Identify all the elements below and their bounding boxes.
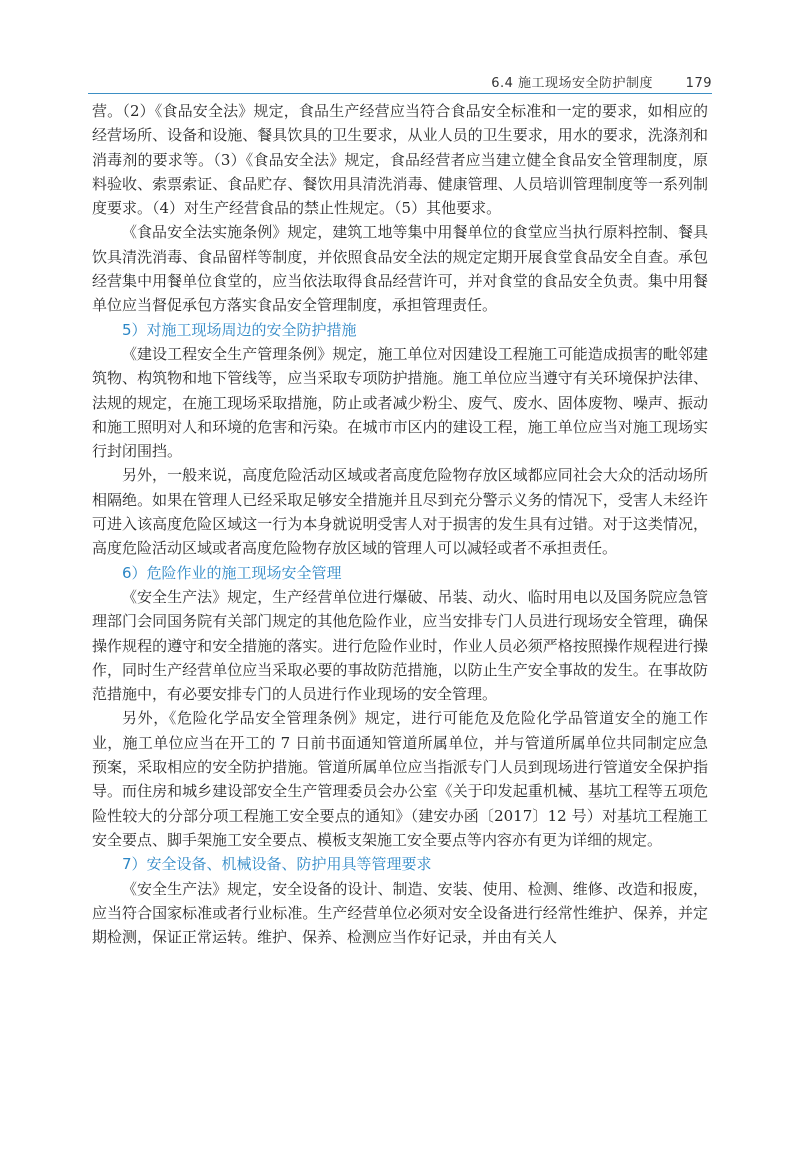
paragraph: 营。（2）《食品安全法》规定，食品生产经营应当符合食品安全标准和一定的要求，如相应的经营场所、设备和设施、餐具饮具的卫生要求，从业人员的卫生要求，用水的要求，洗涤剂和消毒剂的要求等。（3）《食品安全法》规定，食品经营者应当建立健全食品安全管理制度，原料验收、索票索证、食品贮存、餐饮用具清洗消毒、健康管理、人员培训管理制度等一系列制度要求。（4）对生产经营食品的禁止性规定。（5）其他要求。 <box>92 102 708 218</box>
subsection-heading: 6）危险作业的施工现场安全管理 <box>122 563 342 582</box>
paragraph: 另外，一般来说，高度危险活动区域或者高度危险物存放区域都应同社会大众的活动场所相隔绝。如果在管理人已经采取足够安全措施并且尽到充分警示义务的情况下，受害人未经许可进入该高度危险区域这一行为本身就说明受害人对于损害的发生具有过错。对于这类情况，高度危险活动区域或者高度危险物存放区域的管理人可以减轻或者不承担责任。 <box>92 466 708 558</box>
page-number: 179 <box>685 76 712 91</box>
header-rule <box>88 93 712 94</box>
subsection-heading: 5）对施工现场周边的安全防护措施 <box>122 320 357 339</box>
paragraph: 《食品安全法实施条例》规定，建筑工地等集中用餐单位的食堂应当执行原料控制、餐具饮具清洗消毒、食品留样等制度，并依照食品安全法的规定定期开展食堂食品安全自查。承包经营集中用餐单位食堂的，应当依法取得食品经营许可，并对食堂的食品安全负责。集中用餐单位应当督促承包方落实食品安全管理制度，承担管理责任。 <box>92 223 708 315</box>
paragraph: 《建设工程安全生产管理条例》规定，施工单位对因建设工程施工可能造成损害的毗邻建筑物、构筑物和地下管线等，应当采取专项防护措施。施工单位应当遵守有关环境保护法律、法规的规定，在施工现场采取措施，防止或者减少粉尘、废气、废水、固体废物、噪声、振动和施工照明对人和环境的危害和污染。在城市市区内的建设工程，施工单位应当对施工现场实行封闭围挡。 <box>92 344 708 461</box>
section-title: 6.4 施工现场安全防护制度 <box>491 76 654 91</box>
body-text <box>92 99 708 949</box>
paragraph: 《安全生产法》规定，安全设备的设计、制造、安装、使用、检测、维修、改造和报废，应当符合国家标准或者行业标准。生产经营单位必须对安全设备进行经常性维护、保养，并定期检测，保证正常运转。维护、保养、检测应当作好记录，并由有关人 <box>92 879 708 947</box>
paragraph: 另外，《危险化学品安全管理条例》规定，进行可能危及危险化学品管道安全的施工作业，施工单位应当在开工的 7 日前书面通知管道所属单位，并与管道所属单位共同制定应急预案，采取相应的安全防护措施。管道所属单位应当指派专门人员到现场进行管道安全保护指导。而住房和城乡建设部安全生产管理委员会办公室《关于印发起重机械、基坑工程等五项危险性较大的分部分项工程施工安全要点的通知》（建安办函〔2017〕12 号）对基坑工程施工安全要点、脚手架施工安全要点、模板支架施工安全要点等内容亦有更为详细的规定。 <box>92 709 708 849</box>
subsection-heading: 7）安全设备、机械设备、防护用具等管理要求 <box>122 855 432 874</box>
paragraph: 《安全生产法》规定，生产经营单位进行爆破、吊装、动火、临时用电以及国务院应急管理部门会同国务院有关部门规定的其他危险作业，应当安排专门人员进行现场安全管理，确保操作规程的遵守和安全措施的落实。进行危险作业时，作业人员必须严格按照操作规程进行操作，同时生产经营单位应当采取必要的事故防范措施，以防止生产安全事故的发生。在事故防范措施中，有必要安排专门的人员进行作业现场的安全管理。 <box>92 587 708 704</box>
running-header <box>88 72 712 91</box>
